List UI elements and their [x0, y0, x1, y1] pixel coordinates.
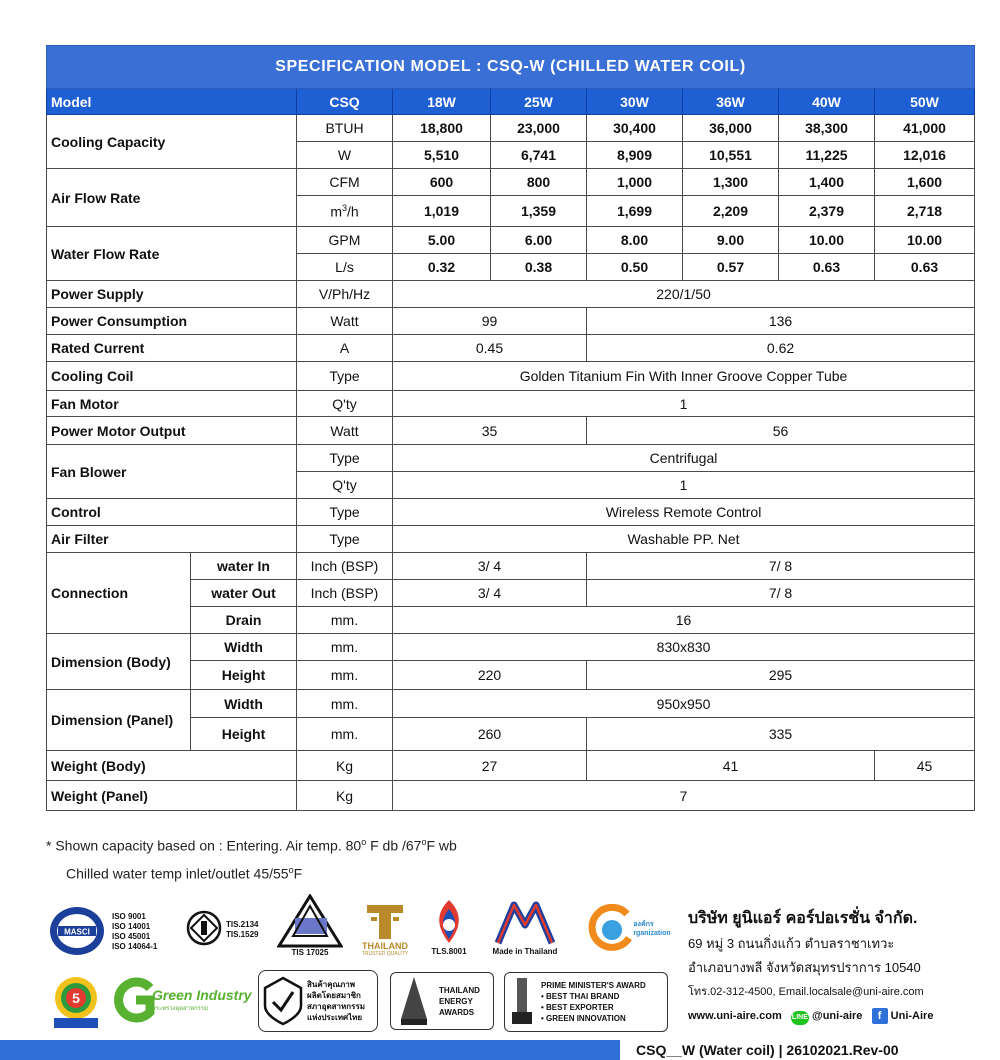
masci-logo: [48, 905, 106, 957]
document-code: CSQ__W (Water coil) | 26102021.Rev-00: [636, 1042, 899, 1058]
value-cell: 136: [587, 308, 975, 335]
value-cell: 1,300: [683, 169, 779, 196]
sub-label: water In: [191, 553, 297, 580]
footnotes: [46, 830, 457, 885]
value-cell: 9.00: [683, 227, 779, 254]
company-name: บริษัท ยูนิแอร์ คอร์ปอเรชั่น จำกัด.: [688, 910, 918, 927]
line-id[interactable]: @uni-aire: [811, 1010, 863, 1022]
value-cell: 11,225: [779, 142, 875, 169]
value-cell: Wireless Remote Control: [393, 499, 975, 526]
tls-text: TLS.8001: [431, 947, 467, 956]
value-cell: 36,000: [683, 115, 779, 142]
footnote-line-2: [46, 858, 457, 886]
sub-label: Drain: [191, 607, 297, 634]
unit-cell: mm.: [297, 690, 393, 718]
row-label: Air Flow Rate: [47, 169, 297, 227]
row-label: Weight (Body): [47, 751, 297, 781]
value-cell: 335: [587, 718, 975, 751]
iso-text: ISO 9001: [112, 912, 146, 921]
facebook-icon: f: [872, 1008, 888, 1024]
value-cell: 0.63: [875, 254, 975, 281]
unit-cell: V/Ph/Hz: [297, 281, 393, 308]
row-label: Dimension (Panel): [47, 690, 191, 751]
value-cell: 260: [393, 718, 587, 751]
unit-cell: W: [297, 142, 393, 169]
value-cell: 830x830: [393, 634, 975, 661]
organization-en: rganization: [633, 930, 671, 937]
value-cell: Centrifugal: [393, 445, 975, 472]
value-cell: 0.32: [393, 254, 491, 281]
value-cell: 3/ 4: [393, 580, 587, 607]
green-industry-sub: กระทรวงอุตสาหกรรม: [152, 1006, 209, 1012]
value-cell: 1: [393, 472, 975, 499]
made-in-thailand-logo: [486, 896, 564, 960]
table-row: [47, 335, 975, 362]
value-cell: 10.00: [875, 227, 975, 254]
unit-cell: mm.: [297, 718, 393, 751]
value-cell: 41: [587, 751, 875, 781]
value-cell: 1: [393, 391, 975, 417]
row-label: Power Motor Output: [47, 417, 297, 445]
table-row: [47, 115, 975, 142]
value-cell: 0.62: [587, 335, 975, 362]
value-cell: 1,000: [587, 169, 683, 196]
value-cell: 10,551: [683, 142, 779, 169]
unit-cell: A: [297, 335, 393, 362]
table-row: [47, 499, 975, 526]
thailand-trust-logo: [352, 900, 418, 960]
value-cell: 35: [393, 417, 587, 445]
table-row: [47, 445, 975, 472]
value-cell: 6,741: [491, 142, 587, 169]
value-cell: 38,300: [779, 115, 875, 142]
organization-logo: [580, 898, 678, 960]
table-row: [47, 751, 975, 781]
model-label: Model: [47, 89, 297, 115]
degree-sup: o: [421, 837, 427, 847]
footer-bar: [0, 1040, 620, 1060]
value-cell: 0.38: [491, 254, 587, 281]
svg-text:5: 5: [72, 990, 80, 1006]
member-text: สภาอุตสาหกรรม: [307, 1002, 366, 1011]
value-cell: 5.00: [393, 227, 491, 254]
company-address-2: อำเภอบางพลี จังหวัดสมุทรปราการ 10540: [688, 960, 921, 975]
degree-sup: o: [361, 837, 367, 847]
value-cell: Washable PP. Net: [393, 526, 975, 553]
value-cell: 5,510: [393, 142, 491, 169]
value-cell: 99: [393, 308, 587, 335]
tis-list: [226, 918, 272, 942]
sub-label: Width: [191, 634, 297, 661]
value-cell: 41,000: [875, 115, 975, 142]
value-cell: 7/ 8: [587, 553, 975, 580]
ftii-member-logo: [258, 970, 378, 1032]
pm-award-text: • BEST THAI BRAND: [541, 992, 620, 1001]
value-cell: 0.57: [683, 254, 779, 281]
model-col: 36W: [683, 89, 779, 115]
unit-sup: 3: [341, 202, 347, 213]
value-cell: 45: [875, 751, 975, 781]
value-cell: 0.63: [779, 254, 875, 281]
iso-list: [112, 908, 174, 956]
value-cell: 600: [393, 169, 491, 196]
unit-cell: [297, 196, 393, 227]
value-cell: 2,379: [779, 196, 875, 227]
row-label: Water Flow Rate: [47, 227, 297, 281]
pm-award-text: PRIME MINISTER'S AWARD: [541, 981, 646, 990]
value-cell: Golden Titanium Fin With Inner Groove Copper Tube: [393, 362, 975, 391]
unit-cell: Type: [297, 362, 393, 391]
thailand-sub: TRUSTED QUALITY: [361, 951, 409, 957]
value-cell: 1,359: [491, 196, 587, 227]
tls-logo: [426, 894, 472, 960]
value-cell: 1,699: [587, 196, 683, 227]
value-cell: 12,016: [875, 142, 975, 169]
value-cell: 30,400: [587, 115, 683, 142]
value-cell: 10.00: [779, 227, 875, 254]
row-label: Power Supply: [47, 281, 297, 308]
unit-cell: Inch (BSP): [297, 553, 393, 580]
value-cell: 16: [393, 607, 975, 634]
unit-cell: BTUH: [297, 115, 393, 142]
degree-sup: o: [288, 864, 294, 875]
value-cell: 950x950: [393, 690, 975, 718]
unit-cell: Q'ty: [297, 472, 393, 499]
value-cell: 27: [393, 751, 587, 781]
row-label: Weight (Panel): [47, 781, 297, 811]
table-row: [47, 281, 975, 308]
tis-icon: [186, 910, 222, 946]
value-cell: 220/1/50: [393, 281, 975, 308]
value-cell: 800: [491, 169, 587, 196]
row-label: Cooling Capacity: [47, 115, 297, 169]
unit-cell: CFM: [297, 169, 393, 196]
value-cell: 7: [393, 781, 975, 811]
table-row: [47, 781, 975, 811]
iso-text: ISO 14064-1: [112, 942, 158, 951]
sub-label: Height: [191, 661, 297, 690]
unit-cell: Kg: [297, 751, 393, 781]
unit-tail: /h: [347, 203, 359, 220]
unit-cell: Type: [297, 526, 393, 553]
model-col: 18W: [393, 89, 491, 115]
member-text: สินค้าคุณภาพ: [307, 980, 356, 989]
table-row: [47, 227, 975, 254]
value-cell: 23,000: [491, 115, 587, 142]
member-text: ผลิตโดยสมาชิก: [307, 991, 361, 1000]
unit-cell: mm.: [297, 607, 393, 634]
iso-text: ISO 45001: [112, 932, 151, 941]
masci-text: MASCI: [64, 927, 90, 937]
value-cell: 2,209: [683, 196, 779, 227]
unit-cell: mm.: [297, 661, 393, 690]
table-row: [47, 553, 975, 580]
note-text: F db /67: [366, 837, 422, 854]
unit-cell: GPM: [297, 227, 393, 254]
footnote-line-1: [46, 830, 457, 858]
line-icon: LINE: [791, 1011, 809, 1025]
table-row: [47, 634, 975, 661]
header-row: [47, 89, 975, 115]
iso-text: ISO 14001: [112, 922, 151, 931]
value-cell: 8,909: [587, 142, 683, 169]
value-cell: 1,400: [779, 169, 875, 196]
green-industry-text: Green Industry: [152, 987, 252, 1003]
company-info: [688, 906, 933, 1028]
unit-cell: Type: [297, 445, 393, 472]
energy-text: THAILAND: [439, 985, 480, 995]
model-col: 25W: [491, 89, 587, 115]
tis-text: TIS.2134: [226, 920, 259, 929]
energy-text: ENERGY: [439, 996, 473, 1006]
value-cell: 7/ 8: [587, 580, 975, 607]
energy-label-5-logo: [48, 974, 104, 1030]
model-unit: CSQ: [297, 89, 393, 115]
note-text: F wb: [426, 837, 457, 854]
spec-title: SPECIFICATION MODEL : CSQ-W (CHILLED WATER COIL): [47, 46, 975, 89]
value-cell: 1,600: [875, 169, 975, 196]
row-label: Cooling Coil: [47, 362, 297, 391]
row-label: Air Filter: [47, 526, 297, 553]
value-cell: 8.00: [587, 227, 683, 254]
made-in-text: Made in Thailand: [492, 947, 558, 956]
thailand-text: THAILAND: [362, 941, 408, 951]
pm-award-text: • GREEN INNOVATION: [541, 1014, 626, 1023]
table-row: [47, 417, 975, 445]
note-text: F: [293, 865, 303, 882]
value-cell: 220: [393, 661, 587, 690]
website-link[interactable]: www.uni-aire.com: [688, 1010, 782, 1022]
table-row: [47, 308, 975, 335]
note-text: Chilled water temp inlet/outlet 45/55: [66, 865, 289, 882]
note-text: * Shown capacity based on : Entering. Air temp. 80: [46, 837, 362, 854]
row-label: Fan Motor: [47, 391, 297, 417]
energy-text: AWARDS: [439, 1007, 475, 1017]
pm-award-logo: [504, 972, 668, 1032]
sub-label: Height: [191, 718, 297, 751]
tis-text: TIS.1529: [226, 930, 259, 939]
tis17025-logo: [276, 892, 344, 960]
company-address-1: 69 หมู่ 3 ถนนกิ่งแก้ว ตำบลราชาเทวะ: [688, 936, 895, 951]
pm-award-text: • BEST EXPORTER: [541, 1003, 614, 1012]
value-cell: 1,019: [393, 196, 491, 227]
unit-cell: mm.: [297, 634, 393, 661]
model-col: 50W: [875, 89, 975, 115]
model-col: 30W: [587, 89, 683, 115]
value-cell: 0.50: [587, 254, 683, 281]
value-cell: 0.45: [393, 335, 587, 362]
tis17025-text: TIS 17025: [291, 948, 329, 957]
spec-table: [46, 45, 975, 811]
value-cell: 56: [587, 417, 975, 445]
unit-cell: Watt: [297, 417, 393, 445]
unit-cell: Type: [297, 499, 393, 526]
green-industry-logo: [110, 974, 256, 1026]
unit-cell: L/s: [297, 254, 393, 281]
organization-th: องค์กร: [633, 921, 654, 928]
title-row: [47, 46, 975, 89]
row-label: Control: [47, 499, 297, 526]
table-row: [47, 690, 975, 718]
value-cell: 295: [587, 661, 975, 690]
unit-cell: Kg: [297, 781, 393, 811]
sub-label: water Out: [191, 580, 297, 607]
model-col: 40W: [779, 89, 875, 115]
table-row: [47, 391, 975, 417]
facebook-link[interactable]: Uni-Aire: [890, 1010, 934, 1022]
energy-awards-logo: [390, 972, 494, 1030]
table-row: [47, 362, 975, 391]
member-text: แห่งประเทศไทย: [307, 1013, 363, 1022]
unit-cell: Q'ty: [297, 391, 393, 417]
value-cell: 18,800: [393, 115, 491, 142]
value-cell: 6.00: [491, 227, 587, 254]
row-label: Fan Blower: [47, 445, 297, 499]
row-label: Dimension (Body): [47, 634, 191, 690]
value-cell: 3/ 4: [393, 553, 587, 580]
row-label: Power Consumption: [47, 308, 297, 335]
row-label: Connection: [47, 553, 191, 634]
unit-cell: Watt: [297, 308, 393, 335]
value-cell: 2,718: [875, 196, 975, 227]
sub-label: Width: [191, 690, 297, 718]
company-web-row: [688, 1004, 933, 1028]
unit-m: m: [330, 203, 342, 220]
table-row: [47, 169, 975, 196]
unit-cell: Inch (BSP): [297, 580, 393, 607]
table-row: [47, 526, 975, 553]
company-contact: โทร.02-312-4500, Email.localsale@uni-aire.com: [688, 986, 924, 998]
row-label: Rated Current: [47, 335, 297, 362]
